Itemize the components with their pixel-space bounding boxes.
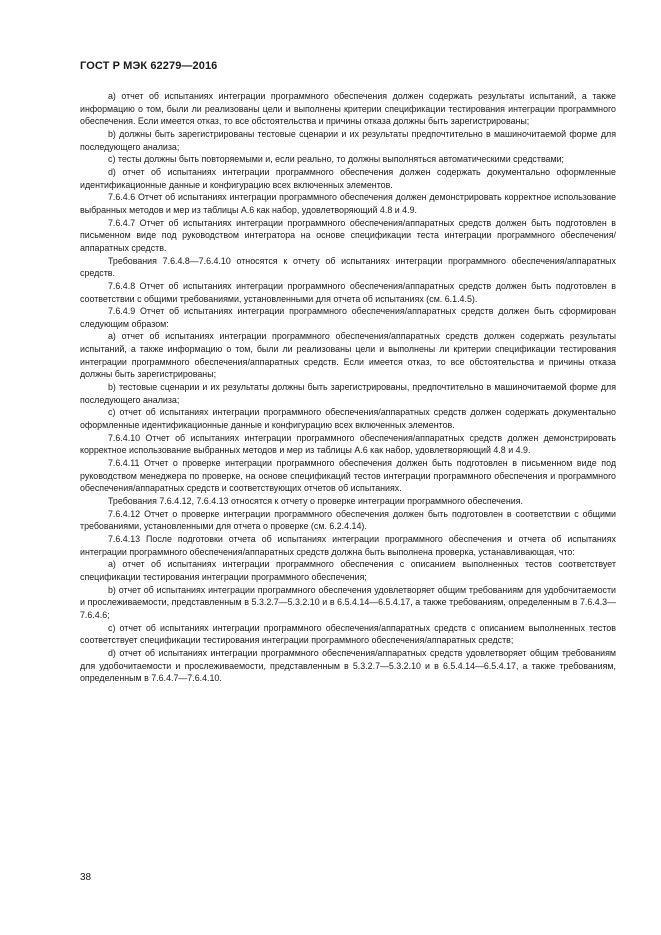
paragraph: b) должны быть зарегистрированы тестовые сценарии и их результаты предпочтительно в машиночитаемой форме для последующего анализа; [80,128,616,152]
document-header: ГОСТ Р МЭК 62279—2016 [80,60,218,72]
paragraph: d) отчет об испытаниях интеграции программного обеспечения/аппаратных средств удовлетворяет общим требованиям для удобочитаемости и прослеживаемости, представленным в 5.3.2.7—5.3.2.10 и в 6.5.4.14—6.5.4.17, а также требованиям, определенным в 7.6.4.7—7.6.4.10. [80,647,616,684]
paragraph: 7.6.4.8 Отчет об испытаниях интеграции программного обеспечения/аппаратных средств должен быть подготовлен в соответствии с общими требованиями, установленными для отчета об испытаниях (см. 6.1.4.5). [80,280,616,304]
paragraph: c) отчет об испытаниях интеграции программного обеспечения/аппаратных средств должен содержать документально оформленные идентификационные данные и конфигурацию всех включенных элементов. [80,407,616,431]
paragraph: Требования 7.6.4.12, 7.6.4.13 относятся к отчету о проверке интеграции программного обеспечения. [108,496,523,506]
page-number: 38 [80,872,92,883]
paragraph: a) отчет об испытаниях интеграции программного обеспечения должен содержать результаты испытаний, а также информацию о том, были ли реализованы цели и выполнены критерии спецификации тестирования интеграции программного обеспечения. Если имеется отказ, то все обстоятельства и причины отказа должны быть зарегистрированы; [80,91,616,127]
paragraph: a) отчет об испытаниях интеграции программного обеспечения/аппаратных средств должен содержать результаты испытаний, а также информацию о том, были ли реализованы цели и выполнены ли критерии спецификации тестирования интеграции программного обеспечения/аппаратных средств. Если имеется отказ, то все обстоятельства и причины отказа должны быть зарегистрированы; [80,331,616,380]
paragraph: c) отчет об испытаниях интеграции программного обеспечения/аппаратных средств с описанием выполненных тестов соответствует спецификации тестирования интеграции программного обеспечения/аппаратных средств; [80,622,616,646]
paragraph: a) отчет об испытаниях интеграции программного обеспечения с описанием выполненных тестов соответствует спецификации тестирования интеграции программного обеспечения; [80,559,616,582]
paragraph: c) тесты должны быть повторяемыми и, если реально, то должны выполняться автоматическими средствами; [108,154,565,165]
paragraph: d) отчет об испытаниях интеграции программного обеспечения должен содержать документально оформленные идентификационные данные и конфигурацию всех включенных элементов. [80,166,616,190]
paragraph: b) тестовые сценарии и их результаты должны быть зарегистрированы, предпочтительно в машиночитаемой форме для последующего анализа; [80,382,616,405]
paragraph: 7.6.4.13 После подготовки отчета об испытаниях интеграции программного обеспечения и отчета об испытаниях интеграции программного обеспечения/аппаратных средств должна быть выполнена проверка, устанавливающая, что: [80,533,616,557]
paragraph: 7.6.4.10 Отчет об испытаниях интеграции программного обеспечения/аппаратных средств должен демонстрировать корректное использование выбранных методов и мер из таблицы А.6 как набор, удовлетворяющий 4.8 и 4.9. [80,432,616,456]
paragraph: Требования 7.6.4.8—7.6.4.10 относятся к отчету об испытаниях интеграции программного обеспечения/аппаратных средств. [80,255,616,279]
paragraph: 7.6.4.11 Отчет о проверке интеграции программного обеспечения должен быть подготовлен в письменном виде под руководством менеджера по проверке, на основе спецификаций тестов интеграции программного обеспечения и программного обеспечения/аппаратных средств и соответствующих отчетов об испытаниях. [80,458,616,494]
paragraph: 7.6.4.12 Отчет о проверке интеграции программного обеспечения должен быть подготовлен в соответствии с общими требованиями, установленными для отчета о проверке (см. 6.2.4.14). [80,508,616,532]
paragraph: 7.6.4.6 Отчет об испытаниях интеграции программного обеспечения должен демонстрировать корректное использование выбранных методов и мер из таблицы А.6 как набор, удовлетворяющий 4.8 и 4.9. [80,192,616,215]
paragraph: 7.6.4.7 Отчет об испытаниях интеграции программного обеспечения/аппаратных средств должен быть подготовлен в письменном виде под руководством интегратора на основе спецификации теста интеграции программного обеспечения/аппаратных средств. [80,217,616,253]
paragraph: b) отчет об испытаниях интеграции программного обеспечения удовлетворяет общим требованиям для удобочитаемости и прослеживаемости, представленным в 5.3.2.7—5.3.2.10 и в 6.5.4.14—6.5.4.17, а также требованиям, определенным в 7.6.4.3—7.6.4.6; [80,584,616,620]
body-text [80,90,616,685]
paragraph: 7.6.4.9 Отчет об испытаниях интеграции программного обеспечения/аппаратных средств должен быть сформирован следующим образом: [80,306,616,329]
